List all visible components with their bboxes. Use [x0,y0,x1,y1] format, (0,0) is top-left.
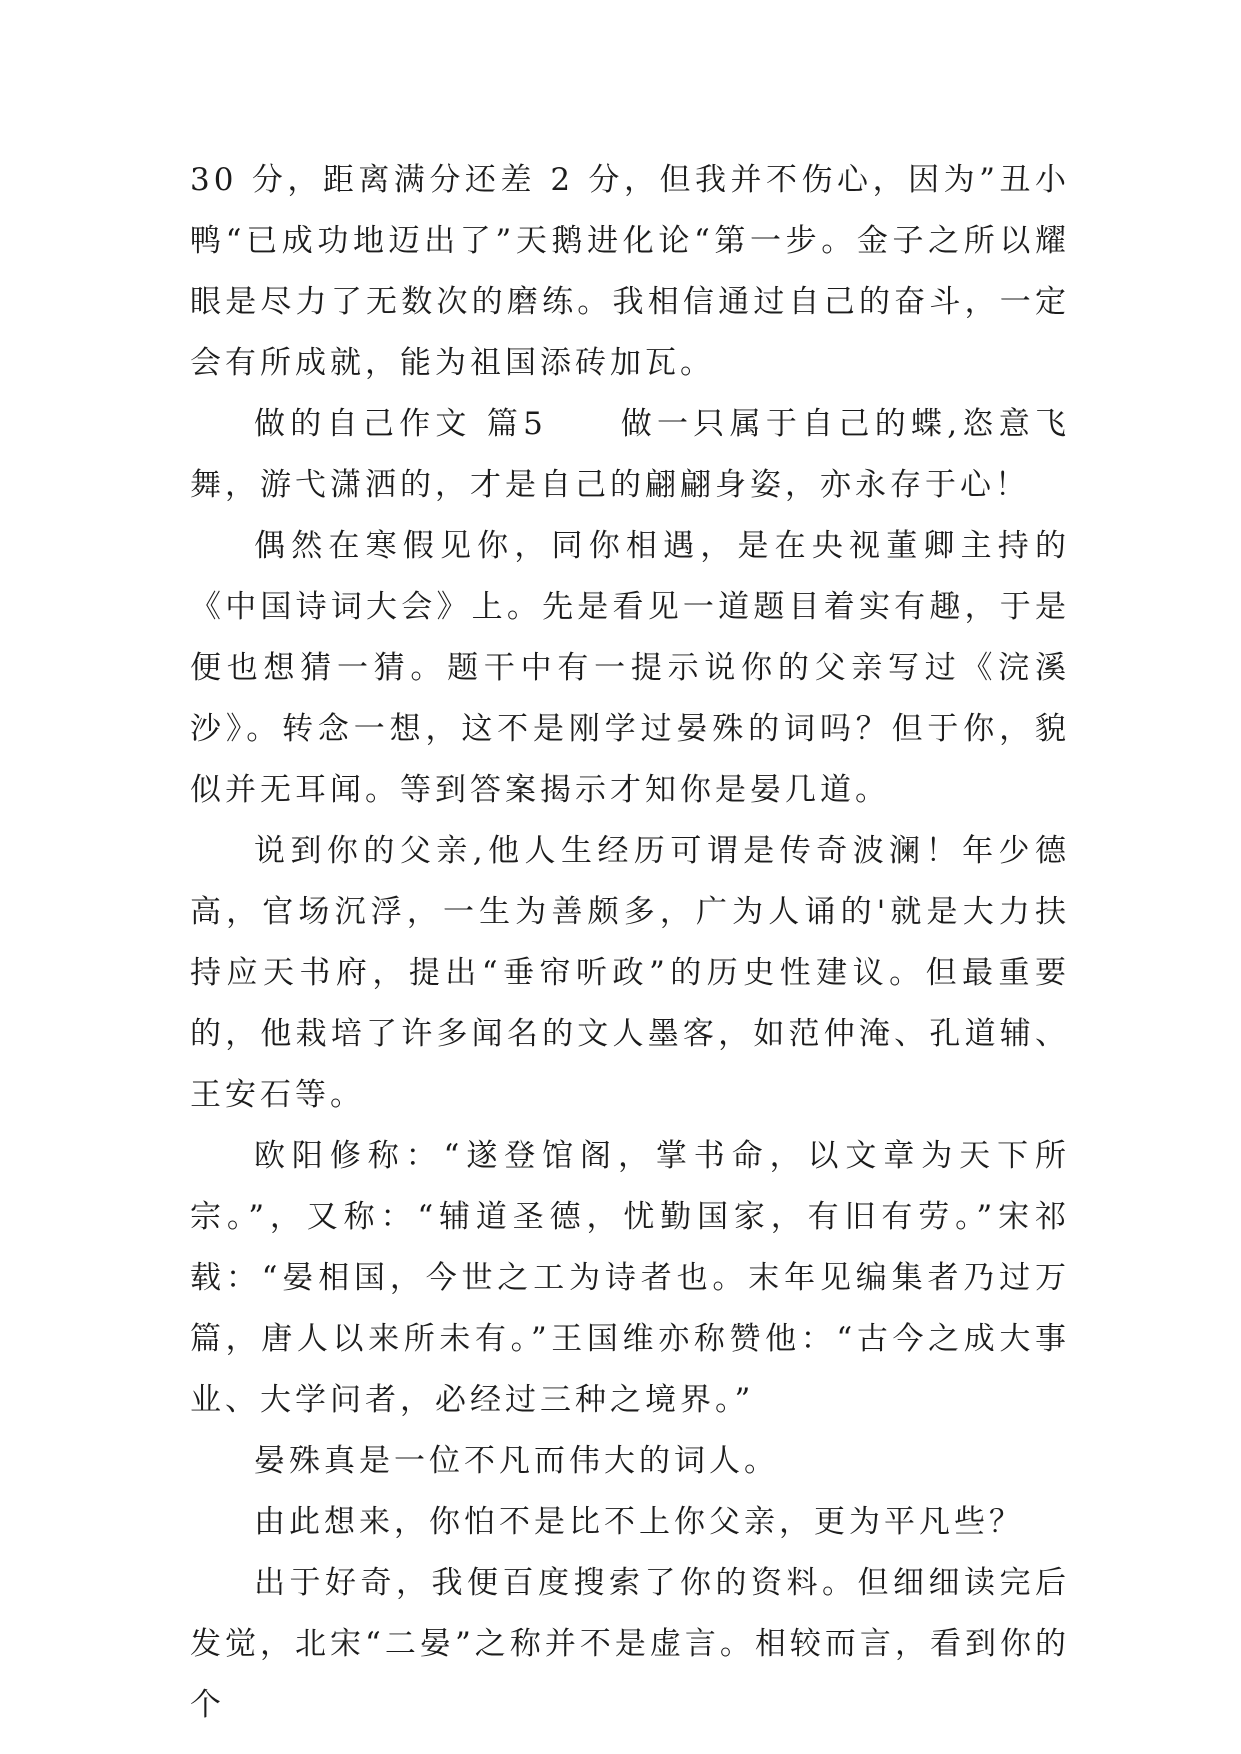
paragraph-8: 出于好奇，我便百度搜索了你的资料。但细细读完后发觉，北宋“二晏”之称并不是虚言。相较而言，看到你的个 [190,1565,1070,1723]
paragraph-6: 晏殊真是一位不凡而伟大的词人。 [254,1443,779,1479]
paragraph-4: 说到你的父亲,他人生经历可谓是传奇波澜！年少德高，官场沉浮，一生为善颇多，广为人诵的'就是大力扶持应天书府，提出“垂帘听政”的历史性建议。但最重要的，他栽培了许多闻名的文人墨客，如范仲淹、孔道辅、王安石等。 [190,833,1070,1113]
paragraph-1: 30 分，距离满分还差 2 分，但我并不伤心，因为”丑小鸭“已成功地迈出了”天鹅进化论“第一步。金子之所以耀眼是尽力了无数次的磨练。我相信通过自己的奋斗，一定会有所成就，能为祖国添砖加瓦。 [190,162,1070,381]
paragraph-3: 偶然在寒假见你，同你相遇，是在央视董卿主持的《中国诗词大会》上。先是看见一道题目着实有趣，于是便也想猜一猜。题干中有一提示说你的父亲写过《浣溪沙》。转念一想，这不是刚学过晏殊的词吗？但于你，貌似并无耳闻。等到答案揭示才知你是晏几道。 [190,528,1070,808]
document-page [190,150,1070,1736]
paragraph-2: 做的自己作文 篇5 做一只属于自己的蝶,恣意飞舞，游弋潇洒的，才是自己的翩翩身姿，亦永存于心！ [190,406,1070,503]
paragraph-7: 由此想来，你怕不是比不上你父亲，更为平凡些？ [254,1504,1024,1540]
paragraph-5: 欧阳修称：“遂登馆阁，掌书命，以文章为天下所宗。”，又称：“辅道圣德，忧勤国家，有旧有劳。”宋祁载：“晏相国，今世之工为诗者也。末年见编集者乃过万篇，唐人以来所未有。”王国维亦称赞他：“古今之成大事业、大学问者，必经过三种之境界。” [190,1138,1070,1418]
